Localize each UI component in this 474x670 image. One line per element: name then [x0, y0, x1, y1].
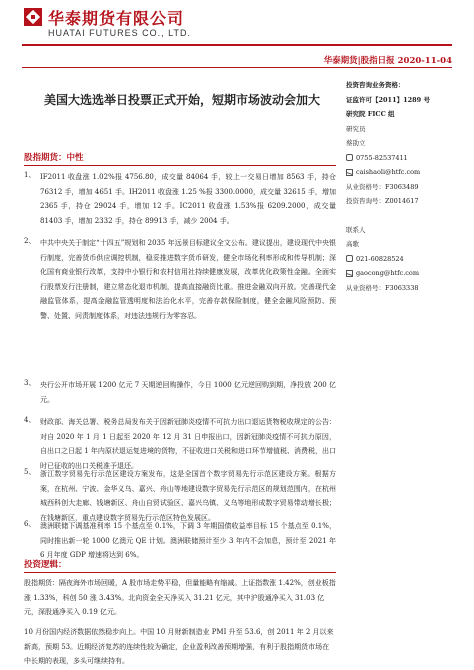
sidebar-role: 研究员 — [346, 124, 366, 133]
news-item: IF2011 收盘涨 1.02%报 4756.80，成交量 84064 手，较上一交易日增加 8563 手，持仓 76312 手，增加 4651 手。IH2011 收盘涨 1.25 %报 3300.0000，成交量 32615 手，增加 2365 手，持仓 29024 手，增加 12 手。IC2011 收盘涨 1.53%报 6209.2000，成交量 81403 手，增加 2332 手，持仓 89913 手，减少 2004 手。 — [40, 173, 336, 225]
report-title: 美国大选选举日投票正式开始，短期市场波动会加大 — [43, 93, 320, 107]
section-heading-index-futures: 股指期货：中性 — [24, 153, 84, 163]
contact-cert: 从业资格号：F3063338 — [346, 283, 419, 292]
company-logo-icon — [24, 8, 42, 26]
contact-label: 联系人 — [346, 225, 366, 234]
news-item: 中共中央关于制定“十四五”规划和 2035 年远景目标建议全文公布。建议提出，建设现代中央银行制度，完善货币供应调控机制，稳妥推进数字货币研发，健全市场化利率形成和传导机制；深化国有商业银行改革，支持中小银行和农村信用社持续健康发展，改革优化政策性金融。全面实行股票发行注册制，建立常态化退市机制，提高直接融资比重。推进金融双向开放。完善现代金融监管体系，提高金融监管透明度和法治化水平，完善存款保险制度，健全金融风险预防、预警、处置、问责制度体系，对违法违规行为零容忍。 — [40, 239, 336, 320]
analyst-cert: 从业资格号：F3063489 — [346, 182, 419, 191]
logic-paragraph: 10 月份国内经济数据依然稳步向上。中国 10 月财新制造业 PMI 升至 53.6，创 2011 年 2 月以来新高，预期 53。近期经济复苏的连续性较为确定，企业盈利改善预期增强，有利于股指期货市场在中长期的表现，多头可继续持有。 — [24, 628, 334, 665]
phone-icon — [346, 154, 353, 161]
analyst-name: 蔡劭立 — [346, 139, 366, 147]
item-number: 5、 — [24, 468, 36, 476]
sidebar-dept: 投资咨询业务资格： — [346, 81, 405, 89]
company-name-cn: 华泰期货有限公司 — [48, 9, 185, 28]
section-divider — [24, 165, 336, 166]
contact-name: 高歌 — [346, 240, 359, 248]
news-item: 财政部、海关总署、税务总局发布关于因新冠肺炎疫情不可抗力出口退运货物税收规定的公告：对自 2020 年 1 月 1 日起至 2020 年 12 月 31 日申报出口，因新冠肺炎疫情不可抗力原因，自出口之日起 1 年内原状退运复进境的货物，不征收进口关税和进口环节增值税、消费税，出口时已征收的出口关税准予退还。 — [40, 418, 336, 470]
header-divider-thin — [22, 67, 452, 68]
item-number: 2、 — [24, 237, 36, 245]
news-item: 浙江数字贸易先行示范区建设方案发布，这是全国首个数字贸易先行示范区建设方案。根据方案，在杭州、宁波、金华义乌、嘉兴、舟山等地建设数字贸易先行示范区的规划范围内，在杭州城西科创大走廊、钱塘新区、舟山自贸试验区、嘉兴乌镇、义乌等地形成数字贸易带动增长极；在钱塘新区，重点建设数字贸易先行示范区特色发展区。 — [40, 470, 336, 522]
report-tag: 华泰期货|股指日报 2020-11-04 — [323, 56, 452, 66]
item-number: 4、 — [24, 416, 36, 424]
news-item: 澳洲联储下调基准利率 15 个基点至 0.1%，下调 3 年期国债收益率目标 15 个基点至 0.1%，同时推出新一轮 1000 亿澳元 QE 计划。澳洲联储预计至少 3 年内不会加息，预计至 2021 年 6 月年度 GDP 增速将达到 6%。 — [40, 522, 336, 559]
contact-email[interactable]: gaocong@htfc.com — [346, 266, 456, 281]
analyst-consult-cert: 投资咨询号：Z0014617 — [346, 197, 419, 205]
item-number: 1、 — [24, 171, 36, 179]
contact-phone: 021-60828524 — [346, 252, 456, 267]
company-name-en: HUATAI FUTURES CO., LTD. — [48, 28, 192, 38]
logic-paragraph: 股指期货：隔夜海外市场回暖，A 股市场走势平稳，但量能略有缩减。上证指数涨 1.42%，创业板指涨 1.33%，科创 50 涨 3.43%。北向资金全天净买入 31.21 亿元，其中沪股通净买入 31.03 亿元，深股通净买入 0.19 亿元。 — [24, 579, 336, 616]
mail-icon — [346, 270, 353, 277]
phone-icon — [346, 255, 353, 262]
section-divider — [24, 572, 336, 573]
item-number: 3、 — [24, 379, 36, 387]
analyst-phone: 0755-82537411 — [346, 151, 456, 166]
mail-icon — [346, 169, 353, 176]
news-item: 央行公开市场开展 1200 亿元 7 天期逆回购操作，今日 1000 亿元逆回购到期，净投放 200 亿元。 — [40, 381, 336, 404]
analyst-sidebar — [346, 78, 456, 295]
analyst-email[interactable]: caishaoli@htfc.com — [346, 165, 456, 180]
section-heading-investment-logic: 投资逻辑： — [24, 560, 67, 570]
item-number: 6、 — [24, 520, 36, 528]
sidebar-license: 证监许可【2011】1289 号 — [346, 95, 430, 104]
header-divider — [22, 44, 452, 46]
sidebar-group: 研究院 FICC 组 — [346, 110, 395, 118]
